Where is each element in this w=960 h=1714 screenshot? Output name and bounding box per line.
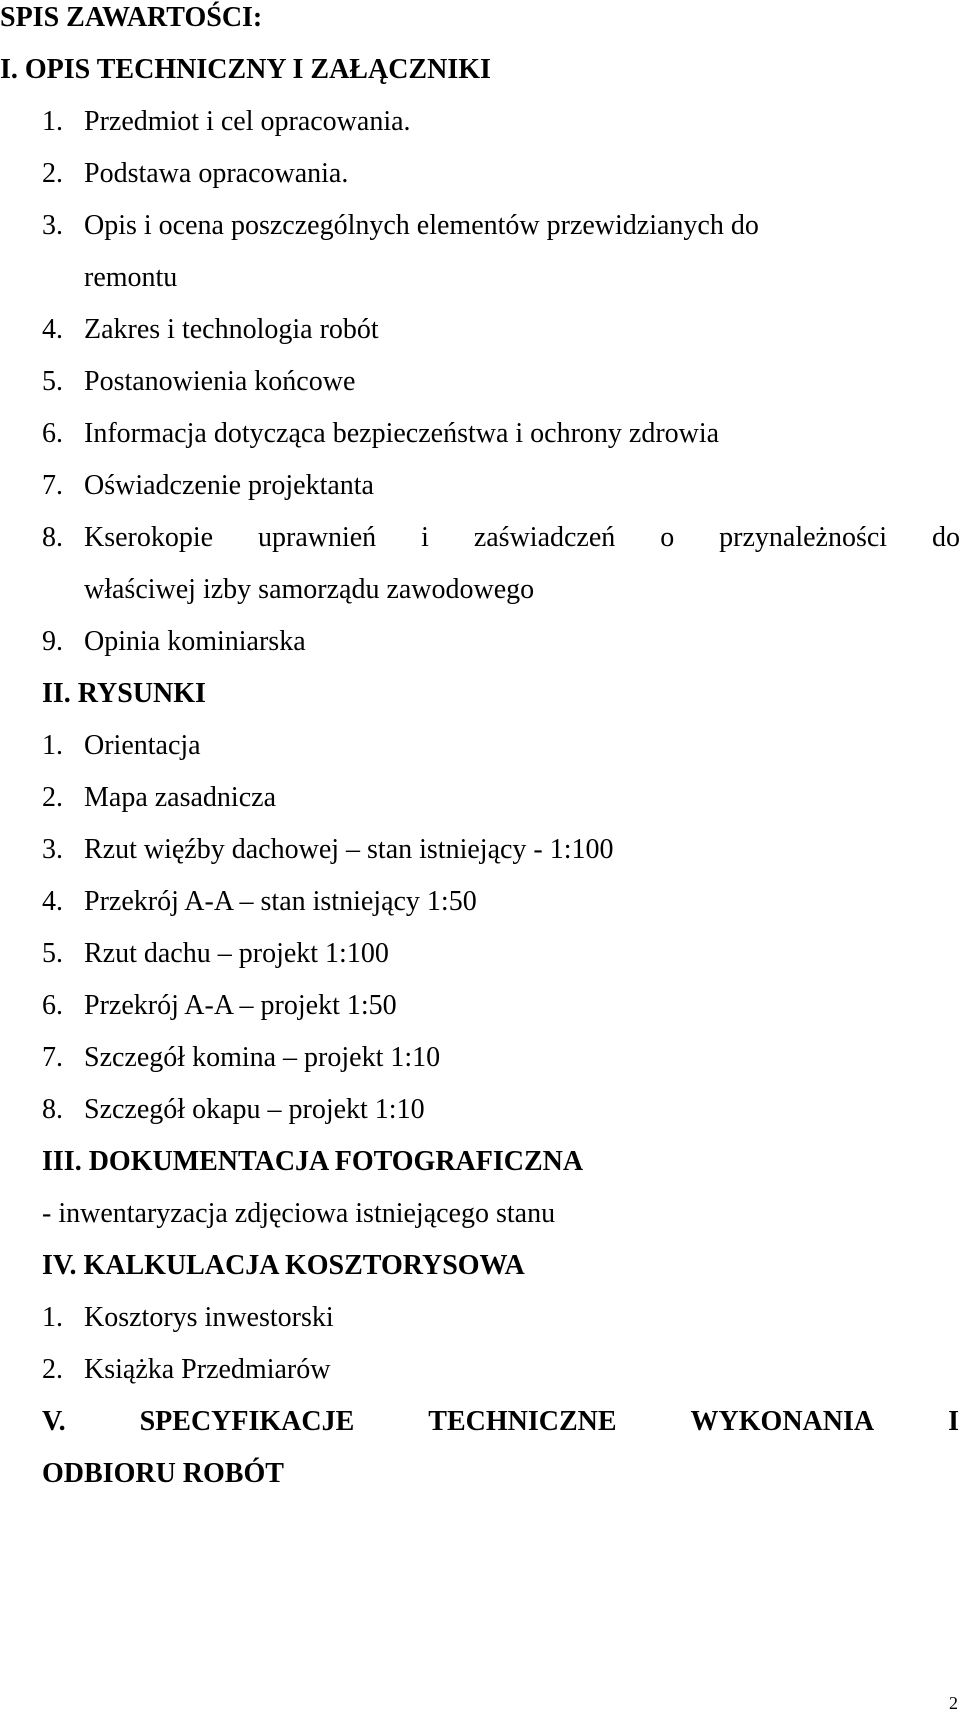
section-heading-4: IV. KALKULACJA KOSZTORYSOWA [42, 1250, 525, 1281]
section-heading-3: III. DOKUMENTACJA FOTOGRAFICZNA [42, 1146, 584, 1177]
toc-item-continuation: remontu [84, 262, 178, 293]
section-heading-2: II. RYSUNKI [42, 678, 206, 709]
toc-title: SPIS ZAWARTOŚCI: [0, 2, 263, 33]
section-heading-5: V. SPECYFIKACJE TECHNICZNE WYKONANIA I [42, 1406, 959, 1437]
toc-item-continuation: właściwej izby samorządu zawodowego [84, 574, 535, 605]
page-number: 2 [949, 1693, 958, 1713]
section-heading-5-continuation: ODBIORU ROBÓT [42, 1458, 284, 1489]
section-text: - inwentaryzacja zdjęciowa istniejącego stanu [42, 1198, 556, 1229]
document-page: SPIS ZAWARTOŚCI: I. OPIS TECHNICZNY I ZAŁĄCZNIKI 1. Przedmiot i cel opracowania. 2. Podstawa opracowania. 3. Opis i ocena poszczególnych elementów przewidzianych do remontu 4. Zakres i technologia robót 5. Postanowienia końcowe 6. Informacja dotycząca bezpieczeństwa i ochrony zdrowia 7. Oświadczenie projektanta 8. Kserokopie uprawnień i zaświadczeń o przynależności do właściwej izby samorządu zawodowego 9. Opinia kominiarska II. RYSUNKI 1. Orientacja 2. Mapa zasadnicza 3. Rzut więźby dachowej – stan istniejący - 1:100 4. Przekrój A-A – stan istniejący 1:50 5. Rzut dachu – projekt 1:100 6. Przekrój A-A – projekt 1:50 7. Szczegół komina – projekt 1:10 8. Szczegół okapu – projekt 1:10 III. DOKUMENTACJA FOTOGRAFICZNA - inwentaryzacja zdjęciowa istniejącego stanu IV. KALKULACJA KOSZTORYSOWA 1. Kosztorys inwestorski 2. Książka Przedmiarów V. SPECYFIKACJE TECHNICZNE WYKONANIA I ODBIORU ROBÓT 2 [0, 2, 960, 1713]
section-heading-1: I. OPIS TECHNICZNY I ZAŁĄCZNIKI [0, 54, 491, 85]
